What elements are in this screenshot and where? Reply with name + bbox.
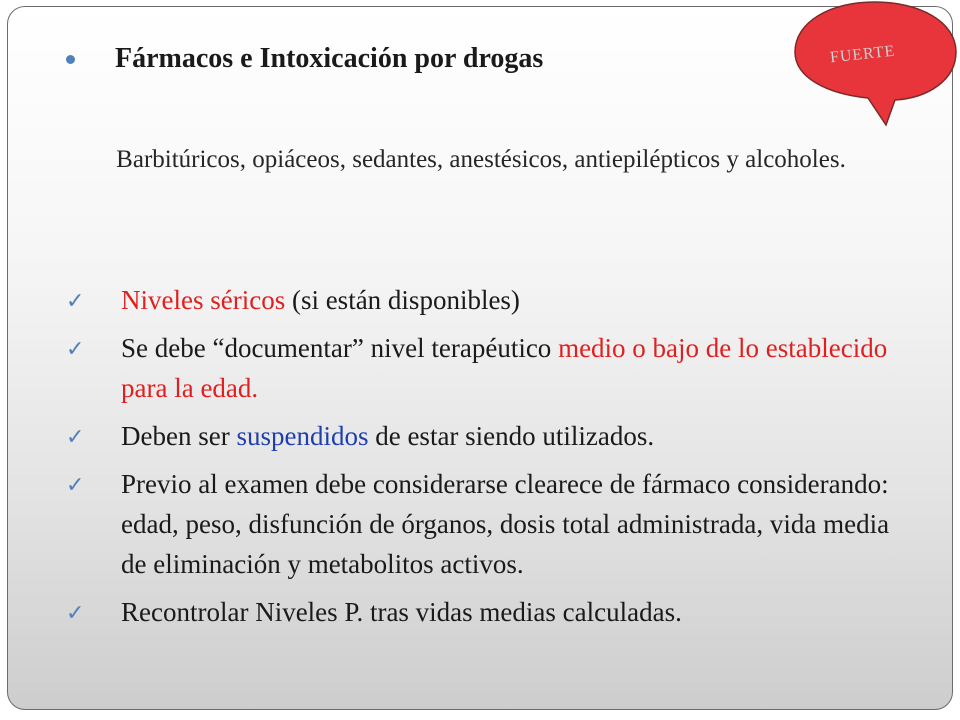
item-text: de estar siendo utilizados. — [368, 421, 655, 451]
item-text: Deben ser — [121, 421, 237, 451]
highlight-blue: suspendidos — [236, 421, 369, 451]
checkmark-icon: ✓ — [66, 289, 85, 314]
callout-label: FUERTE — [829, 42, 897, 67]
item-text: Recontrolar Niveles P. tras vidas medias calculadas. — [121, 597, 682, 627]
bullet-dot-icon — [66, 55, 75, 64]
highlight-red: Niveles séricos — [121, 285, 286, 315]
slide-heading: Fármacos e Intoxicación por drogas — [115, 43, 544, 74]
item-text: (si están disponibles) — [285, 285, 520, 315]
checklist-item-recontrol — [66, 592, 896, 632]
checklist-item-document-level — [66, 328, 896, 408]
heading-row — [66, 43, 543, 75]
checklist-item-suspend — [66, 416, 896, 456]
item-text: Se debe “documentar” nivel terapéutico — [121, 333, 559, 363]
checkmark-icon: ✓ — [66, 473, 85, 498]
speech-bubble-shape — [795, 2, 956, 125]
item-text: Previo al examen debe considerarse clearece de fármaco considerando: edad, peso, disfunción de órganos, dosis total administrada, vida media de eliminación y metabolitos activos. — [121, 469, 890, 579]
highlight-red: medio o bajo de lo establecido para la edad. — [121, 333, 888, 403]
checkmark-icon: ✓ — [66, 425, 85, 450]
checkmark-icon: ✓ — [66, 601, 85, 626]
checklist-item-clearance — [66, 464, 896, 584]
checkmark-icon: ✓ — [66, 337, 85, 362]
checklist-item-serum-levels — [66, 280, 896, 320]
speech-bubble-callout — [790, 0, 960, 130]
drug-list-text: Barbitúricos, opiáceos, sedantes, anestésicos, antiepilépticos y alcoholes. — [116, 146, 846, 173]
checklist — [66, 280, 896, 640]
